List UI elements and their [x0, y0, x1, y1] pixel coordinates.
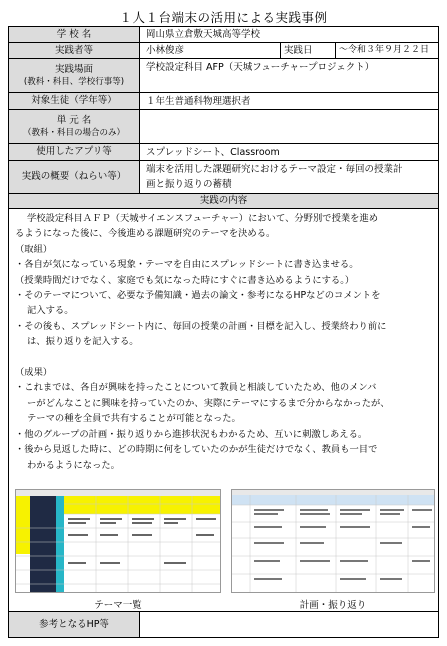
value-scene: 学校設定科目 AFP（天城フューチャープロジェクト） — [146, 62, 375, 73]
torikumi-item-3b: 記入する。 — [27, 305, 74, 317]
caption-plan-reflection: 計画・振り返り — [299, 600, 367, 611]
label-unit-sub: （教科・科目の場合のみ） — [22, 127, 125, 138]
practice-table — [8, 26, 439, 638]
seika-item-2: ・他のグループの計画・振り返りから進捗状況もわかるため、互いに刺激しあえる。 — [15, 428, 368, 440]
row-scene — [9, 59, 438, 93]
label-target: 対象生徒（学年等） — [9, 93, 140, 109]
seika-item-1c: テーマの種を全員で共有することが可能となった。 — [27, 413, 241, 425]
label-date: 実践日 — [284, 45, 313, 56]
label-summary: 実践の概要（ねらい等） — [9, 161, 140, 193]
label-unit — [9, 110, 140, 143]
seika-heading: （成果） — [15, 367, 53, 379]
torikumi-item-4b: は、振り返りを記入する。 — [27, 336, 139, 348]
content-body — [15, 211, 435, 473]
intro-line-2: るようになった後に、今後進める課題研究のテーマを決める。 — [15, 228, 276, 240]
seika-item-3b: わかるようになった。 — [27, 459, 120, 471]
seika-item-1a: ・これまでは、各自が興味を持ったことについて教員と相談していたため、他のメンバ — [15, 382, 377, 394]
label-teacher: 実践者等 — [9, 43, 140, 58]
value-teacher: 小林俊彦 — [146, 45, 185, 56]
torikumi-item-4a: ・その後も、スプレッドシート内に、毎回の授業の計画・目標を記入し、授業終わり前に — [15, 320, 387, 332]
value-apps: スプレッドシート、Classroom — [146, 146, 280, 158]
value-date: ～令和３年９月２２日 — [339, 45, 430, 55]
torikumi-item-1: ・各自が気になっている現象・テーマを自由にスプレッドシートに書き込ませる。 — [15, 259, 359, 271]
value-summary — [146, 161, 434, 193]
caption-theme-list: テーマ一覧 — [94, 600, 142, 611]
row-school — [9, 27, 438, 43]
content-heading: 実践の内容 — [9, 194, 438, 209]
seika-item-1b: ーがどんなことに興味を持っていたのか、実際にテーマにするまで分からなかったが、 — [27, 397, 390, 409]
intro-line-1: 学校設定科目ＡＦＰ（天城サイエンスフューチャー）において、分野別で授業を進め — [27, 213, 379, 224]
value-reference — [146, 612, 434, 637]
row-apps — [9, 144, 438, 161]
label-reference: 参考となるHP等 — [9, 612, 140, 637]
label-scene-sub: (教科・科目、学校行事等) — [23, 76, 125, 87]
blank-line — [15, 350, 435, 365]
document-title: １人１台端末の活用による実践事例 — [119, 10, 328, 25]
row-summary — [9, 161, 438, 194]
summary-line-2: 画と振り返りの蓄積 — [146, 179, 232, 190]
value-unit — [146, 110, 434, 143]
torikumi-item-3a: ・そのテーマについて、必要な予備知識・過去の論文・参考になるHPなどのコメントを — [15, 290, 381, 302]
theme-list-image — [16, 490, 221, 593]
torikumi-item-2: （授業時間だけでなく、家庭でも気になった時にすぐに書き込めるようにする。） — [15, 274, 355, 286]
row-teacher — [9, 43, 438, 59]
summary-line-1: 端末を活用した課題研究におけるテーマ設定・毎回の授業計 — [146, 164, 403, 175]
label-school: 学 校 名 — [9, 27, 140, 42]
row-unit — [9, 110, 438, 144]
plan-reflection-image — [232, 490, 435, 593]
label-apps: 使用したアプリ等 — [9, 144, 140, 160]
value-target: １年生普通科物理選択者 — [146, 95, 251, 107]
seika-item-3a: ・後から見返した時に、どの時期に何をしていたのかが生徒だけでなく、教員も一目で — [15, 444, 378, 456]
label-scene — [9, 59, 140, 92]
label-unit-main: 単 元 名 — [56, 114, 92, 126]
row-target — [9, 93, 438, 110]
theme-list-screenshot — [15, 489, 221, 593]
value-school: 岡山県立倉敷天城高等学校 — [146, 29, 261, 40]
torikumi-heading: （取組） — [15, 243, 53, 255]
row-reference — [9, 611, 438, 637]
plan-reflection-screenshot — [231, 489, 435, 593]
label-scene-main: 実践場面 — [54, 63, 93, 75]
